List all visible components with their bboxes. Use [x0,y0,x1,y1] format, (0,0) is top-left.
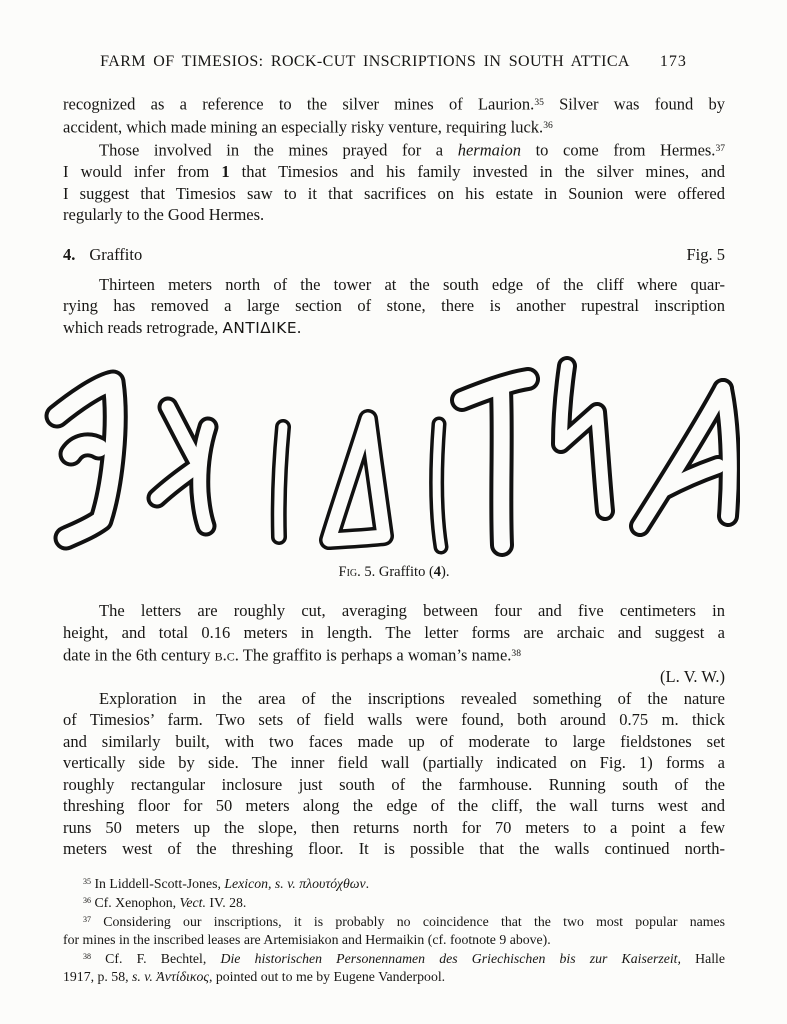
page-number: 173 [659,53,687,70]
text-line: roughly rectangular inclosure just south of the farmhouse. Running south of the [63,774,725,794]
figure-5 [40,354,740,559]
footnote-line: $^{37}$ Considering our inscriptions, it is probably no coincidence that the two most popular names [83,914,725,930]
footnote-35 [63,873,725,892]
text-line: regularly to the Good Hermes. [63,205,265,225]
footnote-line: for mines in the inscribed leases are Artemisiakon and Hermaikin (cf. footnote 9 above). [63,931,551,947]
graffito-letter-iota [437,424,441,547]
paragraph-letter-description [63,600,725,666]
footnote-38 [63,948,725,985]
text-line: of Timesios’ farm. Two sets of field walls were found, both around 0.75 m. thick [63,710,725,730]
graffito-letter-epsilon-reversed [57,382,115,538]
text-line: vertically side by side. The inner field wall (partially indicated on Fig. 1) forms a [63,753,725,773]
running-head-title: FARM OF TIMESIOS: ROCK-CUT INSCRIPTIONS IN SOUTH ATTICA [100,53,630,70]
footnote-line: $^{35}$ In Liddell-Scott-Jones, Lexicon, s. v. πλουτόχθων. [83,875,370,891]
paragraph-silver-mines [63,92,725,138]
text-line: meters west of the threshing floor. It is possible that the walls continued north- [63,839,725,859]
author-initials: (L. V. W.) [660,667,725,687]
text-column [63,92,725,985]
text-line: Those involved in the mines prayed for a hermaion to come from Hermes.$^{37}$ [99,140,725,160]
text-line: I suggest that Timesios saw to it that sacrifices on his estate in Sounion were offered [63,183,725,203]
text-line: height, and total 0.16 meters in length. The letter forms are archaic and suggest a [63,622,725,642]
graffito-letter-delta [329,419,384,540]
graffito-letter-iota [279,427,283,537]
figure-reference: Fig. 5 [686,244,725,264]
section-number: 4. [63,244,76,264]
section-title: Graffito [89,244,143,264]
footnotes-block [63,873,725,985]
paragraph-exploration [63,688,725,860]
graffito-letter-nu-retrograde [561,366,605,511]
text-line: Exploration in the area of the inscriptions revealed something of the nature [99,688,725,708]
text-line: Thirteen meters north of the tower at the south edge of the cliff where quar- [99,274,725,294]
graffito-letter-alpha [640,389,730,526]
text-line: recognized as a reference to the silver mines of Laurion.$^{35}$ Silver was found by [63,94,725,114]
figure-caption: Fig. 5. Graffito (4). [338,564,450,581]
text-line: runs 50 meters up the slope, then returns north for 70 meters to a point a few [63,817,725,837]
text-line: accident, which made mining an especially risky venture, requiring luck.$^{36}$ [63,117,553,137]
graffito-letter-kappa-reversed [157,407,208,526]
paragraph-graffito-location [63,274,725,340]
graffito-drawing [40,354,740,559]
footnote-36 [63,892,725,911]
running-head [63,52,724,72]
graffito-letter-tau [462,379,528,545]
text-line: and similarly built, with two faces made up of moderate to large fieldstones set [63,731,725,751]
footnote-line: $^{38}$ Cf. F. Bechtel, Die historischen Personennamen des Griechischen bis zur Kaiserzeit, Halle [83,951,726,967]
footnote-line: 1917, p. 58, s. v. Ἀντίδικος, pointed out to me by Eugene Vanderpool. [63,968,446,984]
text-line: date in the 6th century b.c. The graffito is perhaps a woman’s name.$^{38}$ [63,645,521,665]
footnote-line: $^{36}$ Cf. Xenophon, Vect. IV. 28. [83,894,247,910]
section-heading-left [63,244,142,266]
text-line: which reads retrograde, ΑΝΤΙΔΙΚΕ. [63,317,302,337]
text-line: rying has removed a large section of stone, there is another rupestral inscription [63,296,725,316]
paragraph-hermaion [63,138,725,226]
text-line: The letters are roughly cut, averaging between four and five centimeters in [99,601,725,621]
text-line: I would infer from 1 that Timesios and his family invested in the silver mines, and [63,162,725,182]
text-line: threshing floor for 50 meters along the edge of the cliff, the wall turns west and [63,796,725,816]
section-heading [63,244,725,266]
footnote-37 [63,911,725,948]
